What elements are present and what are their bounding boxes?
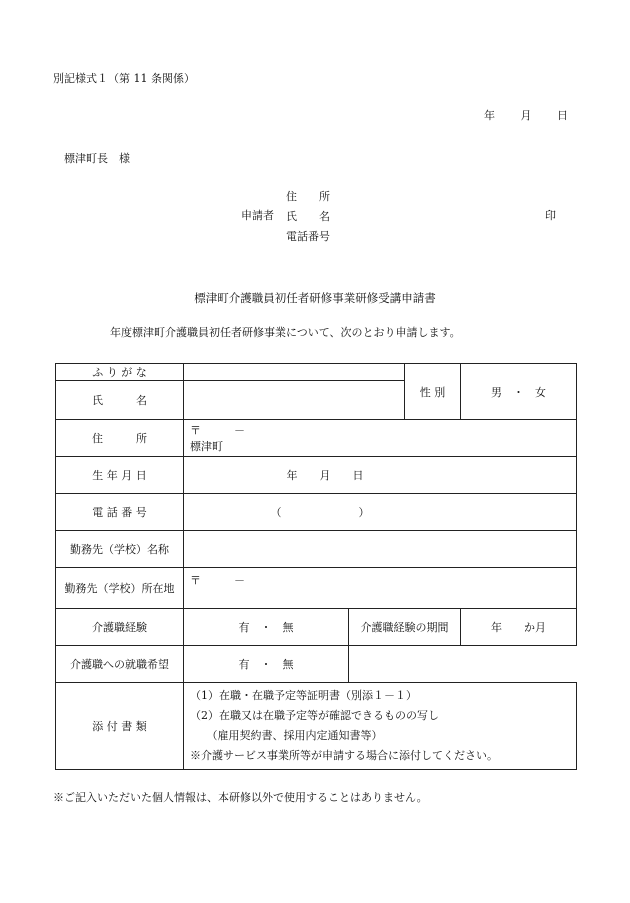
attachments-label: 添 付 書 類	[56, 683, 184, 770]
attachment-item: （2）在職又は在職予定等が確認できるものの写し	[190, 709, 439, 722]
town-name: 標津町	[190, 440, 223, 453]
care-period-field[interactable]: 年 か月	[461, 609, 577, 646]
address-field[interactable]	[184, 420, 577, 457]
job-wish-options[interactable]: 有 ・ 無	[184, 646, 349, 683]
date-year: 年	[484, 109, 495, 122]
recipient: 標津町長 様	[64, 152, 130, 165]
furigana-label: ふ り が な	[56, 364, 184, 381]
date-month: 月	[520, 109, 532, 122]
birthdate-field[interactable]	[184, 457, 577, 494]
attachment-note: ※介護サービス事業所等が申請する場合に添付してください。	[190, 749, 498, 762]
table-row	[56, 646, 577, 683]
table-row	[56, 494, 577, 531]
workplace-name-field[interactable]	[184, 531, 577, 568]
postal-mark: 〒 －	[190, 424, 245, 437]
intro-text: 年度標津町介護職員初任者研修事業について、次のとおり申請します。	[110, 326, 461, 339]
seal-mark: 印	[545, 209, 556, 222]
phone-label: 電 話 番 号	[56, 494, 184, 531]
table-row	[56, 364, 577, 381]
table-row	[56, 609, 577, 646]
name-field[interactable]	[184, 381, 405, 420]
table-row	[56, 420, 577, 457]
document-title: 標津町介護職員初任者研修事業研修受講申請書	[194, 291, 436, 305]
workplace-address-label: 勤務先（学校）所在地	[56, 568, 184, 609]
attachment-item: （雇用契約書、採用内定通知書等）	[190, 729, 383, 742]
applicant-phone-label: 電話番号	[286, 230, 330, 243]
applicant-labels	[286, 187, 330, 247]
phone-value: （ ）	[270, 506, 370, 519]
job-wish-spacer	[349, 646, 577, 683]
gender-options[interactable]: 男 ・ 女	[461, 364, 577, 420]
workplace-address-field[interactable]	[184, 568, 577, 609]
workplace-postal-mark: 〒 －	[190, 574, 245, 587]
privacy-footnote: ※ご記入いただいた個人情報は、本研修以外で使用することはありません。	[53, 791, 428, 804]
table-row	[56, 683, 577, 770]
phone-field[interactable]	[184, 494, 577, 531]
table-row	[56, 531, 577, 568]
furigana-field[interactable]	[184, 364, 405, 381]
applicant-address-label: 住 所	[286, 190, 330, 203]
table-row	[56, 457, 577, 494]
application-table	[55, 363, 577, 770]
care-experience-label: 介護職経験	[56, 609, 184, 646]
care-period-label: 介護職経験の期間	[349, 609, 461, 646]
applicant-name-label: 氏 名	[286, 210, 330, 223]
date-line	[484, 107, 568, 123]
name-label: 氏 名	[56, 381, 184, 420]
form-number: 別記様式１（第 11 条関係）	[53, 72, 195, 85]
table-row	[56, 568, 577, 609]
applicant-role: 申請者	[241, 209, 274, 222]
gender-label: 性 別	[405, 364, 461, 420]
birthdate-value: 年 月 日	[286, 469, 364, 482]
job-wish-label: 介護職への就職希望	[56, 646, 184, 683]
address-label: 住 所	[56, 420, 184, 457]
care-experience-options[interactable]: 有 ・ 無	[184, 609, 349, 646]
attachments-list	[184, 683, 577, 770]
workplace-name-label: 勤務先（学校）名称	[56, 531, 184, 568]
attachment-item: （1）在職・在職予定等証明書（別添１－１）	[190, 689, 417, 702]
birthdate-label: 生 年 月 日	[56, 457, 184, 494]
date-day: 日	[557, 109, 568, 122]
